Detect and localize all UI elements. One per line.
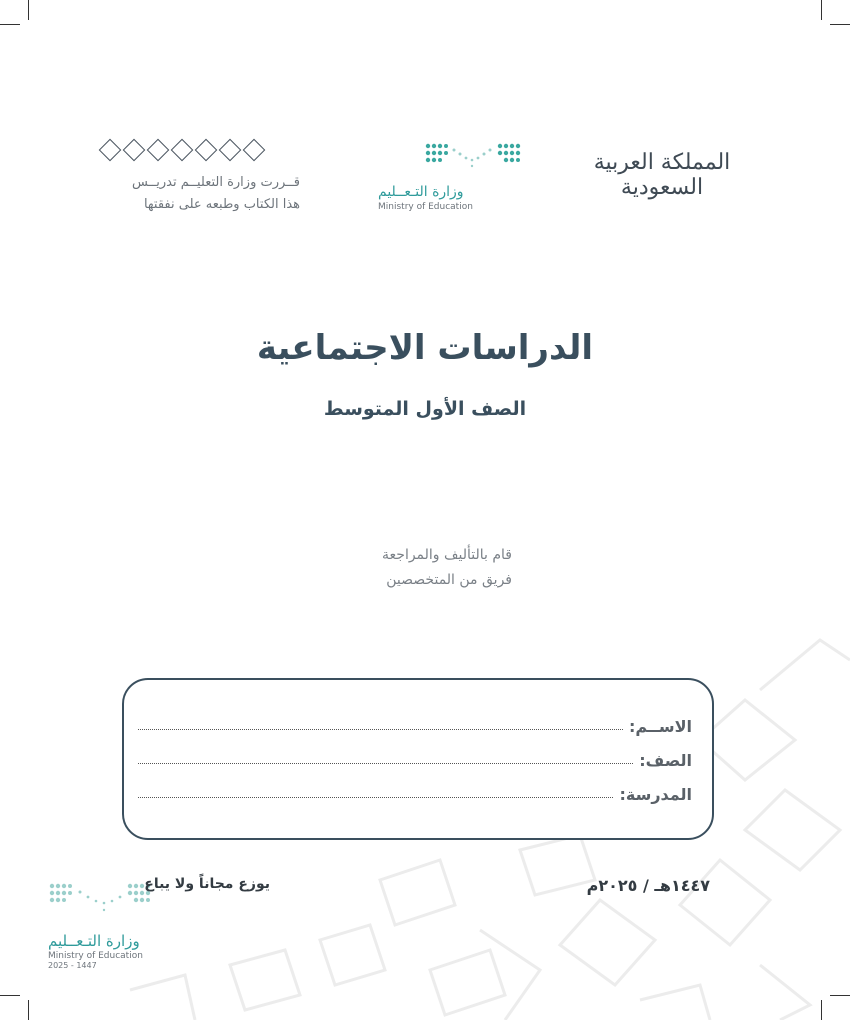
book-title: الدراسات الاجتماعية bbox=[256, 328, 594, 368]
name-field[interactable] bbox=[138, 706, 692, 736]
distribution-note: يوزع مجاناً ولا يباع bbox=[144, 876, 270, 892]
ministry-certification bbox=[100, 138, 300, 216]
school-field[interactable] bbox=[138, 774, 692, 804]
header bbox=[0, 130, 850, 230]
student-info-box bbox=[122, 678, 714, 840]
footer-ministry-name-en: Ministry of Education bbox=[48, 951, 143, 961]
ministry-logo-dots-icon bbox=[424, 140, 524, 176]
ministry-name-en: Ministry of Education bbox=[378, 202, 473, 212]
name-label: الاســم: bbox=[628, 717, 692, 736]
ministry-logo bbox=[378, 140, 523, 212]
name-line[interactable] bbox=[138, 729, 623, 730]
school-line[interactable] bbox=[138, 797, 613, 798]
ministry-name-ar: وزارة التـعــليم bbox=[378, 184, 464, 200]
footer-ministry-name-ar: وزارة التـعــليم bbox=[48, 932, 140, 950]
authors-line-1: قام بالتأليف والمراجعة bbox=[382, 547, 512, 563]
diamond-ornament bbox=[100, 138, 300, 162]
school-label: المدرسة: bbox=[619, 785, 692, 804]
class-field[interactable] bbox=[138, 740, 692, 770]
authors-line-2: فريق من المتخصصين bbox=[386, 572, 512, 588]
kingdom-emblem: المملكة العربية السعودية bbox=[593, 150, 731, 200]
ministry-logo-footer bbox=[48, 880, 168, 970]
class-line[interactable] bbox=[138, 763, 633, 764]
certification-line-2: هذا الكتاب وطبعه على نفقتها bbox=[143, 197, 300, 212]
class-label: الصف: bbox=[639, 751, 692, 770]
edition-year: ١٤٤٧هـ / ٢٠٢٥م bbox=[586, 876, 710, 895]
authors-credit bbox=[300, 543, 512, 593]
footer-ministry-years: 2025 - 1447 bbox=[48, 961, 97, 970]
certification-line-1: قــررت وزارة التعليــم تدريــس bbox=[132, 175, 300, 190]
book-grade: الصف الأول المتوسط bbox=[323, 398, 527, 420]
